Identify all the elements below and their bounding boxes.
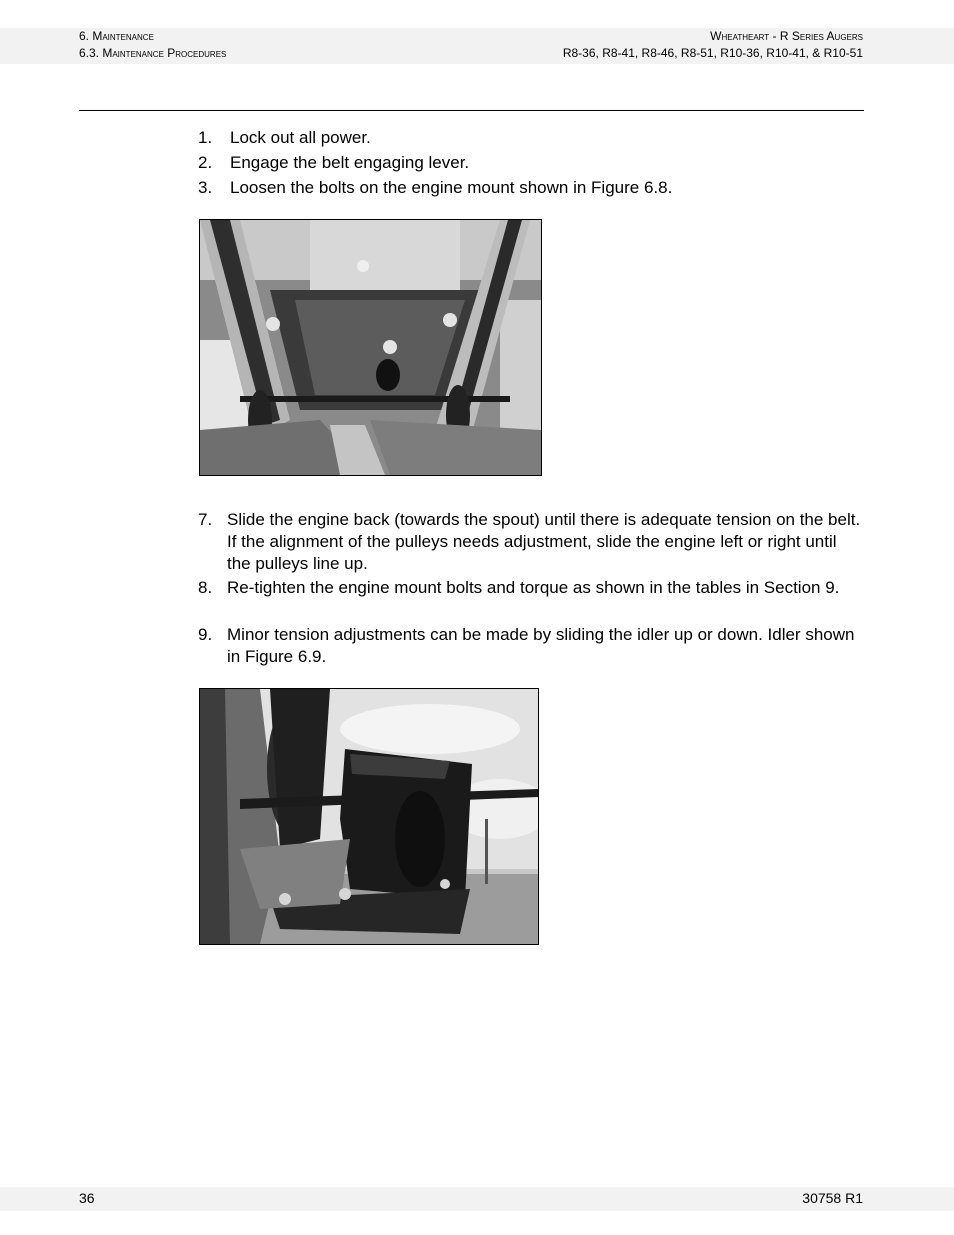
list-item xyxy=(198,127,864,149)
step-text: Slide the engine back (towards the spout) until there is adequate tension on the belt. If the alignment of the pulleys needs adjustment, slide the engine left or right until the pulleys line up. xyxy=(227,510,861,573)
header-models: R8-36, R8-41, R8-46, R8-51, R10-36, R10-41, & R10-51 xyxy=(562,46,863,60)
page-number: 36 xyxy=(79,1190,95,1206)
step-number: 2. xyxy=(198,153,213,172)
step-number: 1. xyxy=(198,128,213,147)
list-item xyxy=(198,577,864,599)
step-text: Re-tighten the engine mount bolts and torque as shown in the tables in Section 9. xyxy=(227,578,840,597)
step-number: 3. xyxy=(198,178,213,197)
engine-mount-photo xyxy=(199,219,542,476)
header-rule xyxy=(79,110,864,111)
step-text: Engage the belt engaging lever. xyxy=(230,153,470,172)
step-text: Lock out all power. xyxy=(230,128,371,147)
step-number: 9. xyxy=(198,625,213,644)
list-item xyxy=(198,624,864,668)
list-item xyxy=(198,152,864,174)
step-number: 7. xyxy=(198,510,213,529)
header-section: 6.3. Maintenance Procedures xyxy=(79,46,227,60)
list-item xyxy=(198,509,864,575)
idler-photo xyxy=(199,688,539,945)
header-chapter: 6. Maintenance xyxy=(79,29,154,43)
step-text: Loosen the bolts on the engine mount shown in Figure 6.8. xyxy=(230,178,673,197)
step-text: Minor tension adjustments can be made by sliding the idler up or down. Idler shown in Figure 6.9. xyxy=(227,625,855,666)
document-code: 30758 R1 xyxy=(802,1190,863,1206)
header-product-title: Wheatheart - R Series Augers xyxy=(710,29,863,43)
list-item xyxy=(198,177,864,199)
step-number: 8. xyxy=(198,578,213,597)
